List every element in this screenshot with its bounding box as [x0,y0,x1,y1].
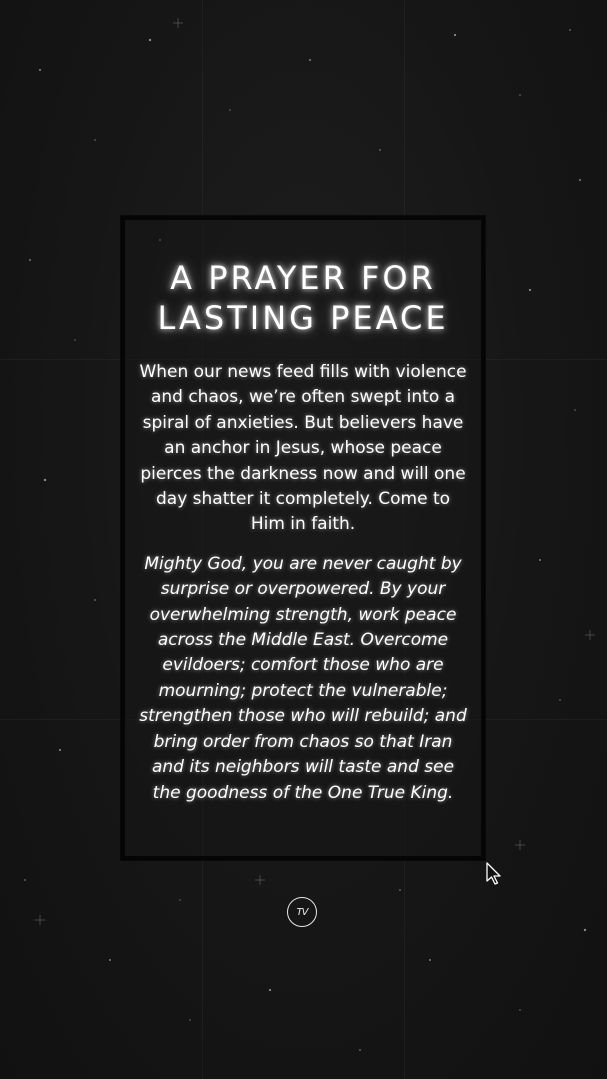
prayer-card [121,216,485,860]
card-title: A PRAYER FOR LASTING PEACE [157,259,449,337]
intro-paragraph: When our news feed fills with violence and chaos, we’re often swept into a spiral of anxieties. But believers have an anchor in Jesus, whose peace pierces the darkness now and will one day shatter it completely. Come to Him in faith. [139,362,467,535]
tv-logo-icon[interactable] [287,897,317,927]
logo-text: TV [296,906,308,918]
prayer-paragraph: Mighty God, you are never caught by surprise or overpowered. By your overwhelming strength, work peace across the Middle East. Overcome evildoers; comfort those who are mourning; protect the vulnerable; strengthen those who will rebuild; and bring order from chaos so that Iran and its neighbors will taste and see the goodness of the One True King. [139,553,467,803]
mouse-pointer-icon [486,862,504,886]
